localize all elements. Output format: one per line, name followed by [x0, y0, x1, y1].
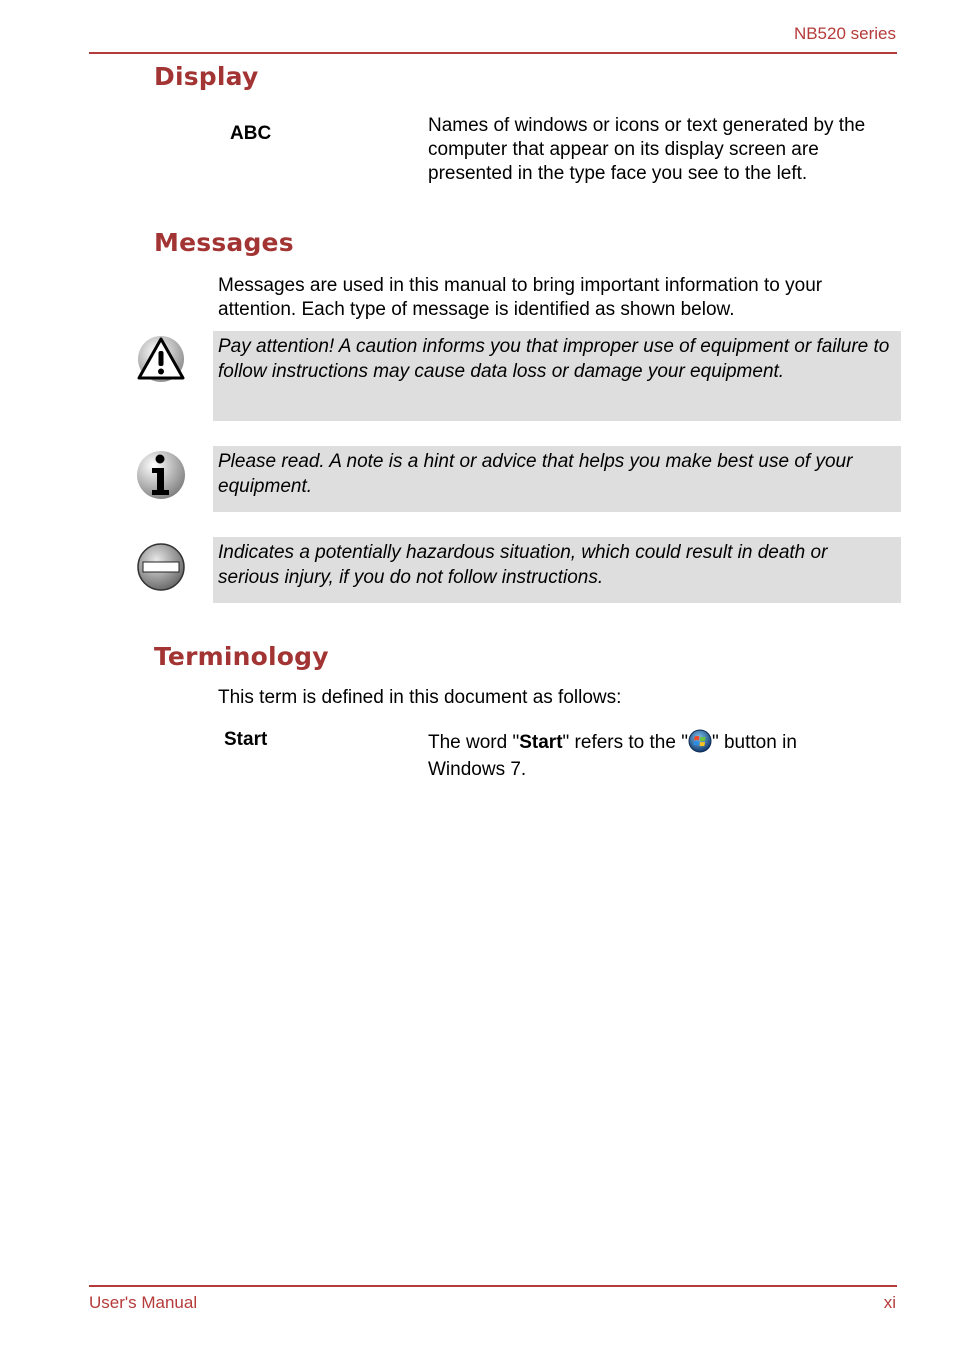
footer-rule [89, 1285, 897, 1287]
section-title-messages: Messages [154, 228, 294, 257]
display-description: Names of windows or icons or text generated by the computer that appear on its display screen are presented in the type face you see to the left. [428, 115, 866, 184]
messages-intro: Messages are used in this manual to bring important information to your attention. Each type of message is identified as shown below. [218, 275, 823, 320]
definition-mid: " refers to the " [562, 732, 688, 753]
definition-prefix: The word " [428, 732, 520, 753]
footer-manual-title: User's Manual [89, 1293, 198, 1312]
warning-message: Indicates a potentially hazardous situation, which could result in death or serious injury, if you do not follow instructions. [213, 537, 901, 603]
definition-suffix: " button in Windows 7. [428, 732, 797, 780]
section-title-display: Display [154, 62, 259, 91]
terminology-definition [428, 729, 848, 783]
note-message: Please read. A note is a hint or advice that helps you make best use of your equipment. [213, 446, 901, 512]
terminology-term: Start [224, 729, 268, 750]
caution-triangle-icon [136, 334, 186, 384]
section-title-terminology: Terminology [154, 642, 329, 671]
display-term: ABC [230, 123, 272, 144]
footer-page-number: xi [883, 1293, 896, 1312]
no-entry-warning-icon [136, 542, 186, 592]
info-note-icon [136, 450, 186, 500]
definition-bold-term: Start [519, 732, 563, 753]
caution-message: Pay attention! A caution informs you that improper use of equipment or failure to follow instructions may cause data loss or damage your equipment. [213, 331, 901, 421]
windows-start-orb-icon [688, 729, 712, 753]
terminology-intro: This term is defined in this document as follows: [218, 687, 622, 708]
header-rule [89, 52, 897, 54]
header-series: NB520 series [793, 24, 896, 43]
